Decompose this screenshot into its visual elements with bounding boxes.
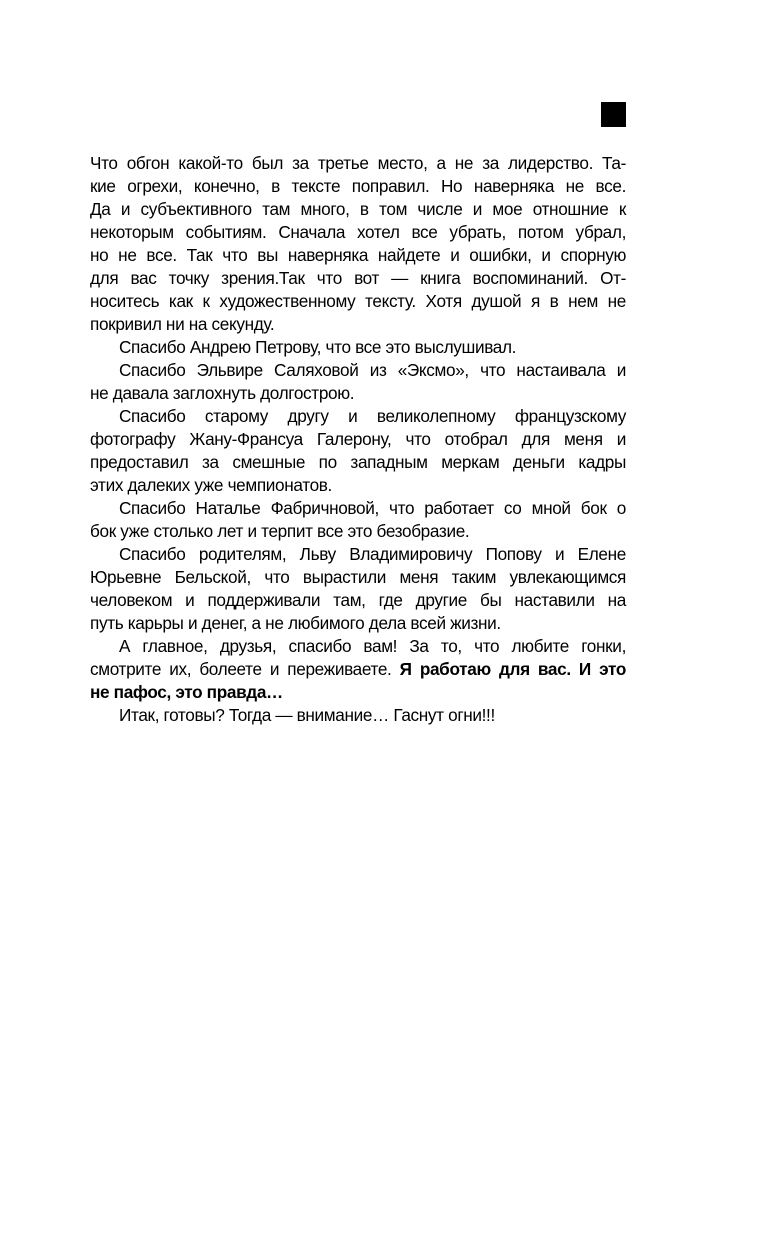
text-line: но не все. Так что вы наверняка найдете и ошибки, и спорную	[90, 245, 626, 265]
bold-text-run: Я работаю для вас. И это	[399, 659, 626, 679]
text-line: Спасибо родителям, Льву Владимировичу Попову и Елене	[119, 544, 626, 564]
text-line: путь карьры и денег, а не любимого дела всей жизни.	[90, 613, 501, 633]
text-line: человеком и поддерживали там, где другие бы наставили на	[90, 590, 626, 610]
book-page-text	[90, 152, 626, 727]
text-run: смотрите их, болеете и переживаете.	[90, 659, 400, 679]
text-line: не давала заглохнуть долгострою.	[90, 383, 355, 403]
page-corner-marker	[601, 102, 626, 127]
text-line: бок уже столько лет и терпит все это безобразие.	[90, 521, 470, 541]
text-line: Спасибо Андрею Петрову, что все это выслушивал.	[119, 337, 517, 357]
text-line: некоторым событиям. Сначала хотел все убрать, потом убрал,	[90, 222, 626, 242]
text-line: Спасибо Наталье Фабричновой, что работает со мной бок о	[119, 498, 626, 518]
text-line: А главное, друзья, спасибо вам! За то, что любите гонки,	[119, 636, 626, 656]
text-line: Спасибо Эльвире Саляховой из «Эксмо», что настаивала и	[119, 360, 626, 380]
text-line: для вас точку зрения.Так что вот — книга воспоминаний. От-	[90, 268, 626, 288]
text-line: Что обгон какой-то был за третье место, а не за лидерство. Та-	[90, 153, 626, 173]
text-line	[90, 681, 626, 704]
text-line: Да и субъективного там много, в том числе и мое отношние к	[90, 199, 626, 219]
text-line: Итак, готовы? Тогда — внимание… Гаснут огни!!!	[119, 705, 495, 725]
text-line: предоставил за смешные по западным меркам деньги кадры	[90, 452, 626, 472]
text-line: Юрьевне Бельской, что вырастили меня таким увлекающимся	[90, 567, 626, 587]
text-line: Спасибо старому другу и великолепному французскому	[119, 406, 626, 426]
text-line: носитесь как к художественному тексту. Хотя душой я в нем не	[90, 291, 626, 311]
text-line: покривил ни на секунду.	[90, 314, 275, 334]
text-line	[90, 658, 626, 681]
bold-text-run: не пафос, это правда…	[90, 682, 283, 702]
text-line: фотографу Жану-Франсуа Галерону, что отобрал для меня и	[90, 429, 626, 449]
text-line: этих далеких уже чемпионатов.	[90, 475, 332, 495]
text-line: кие огрехи, конечно, в тексте поправил. Но наверняка не все.	[90, 176, 626, 196]
